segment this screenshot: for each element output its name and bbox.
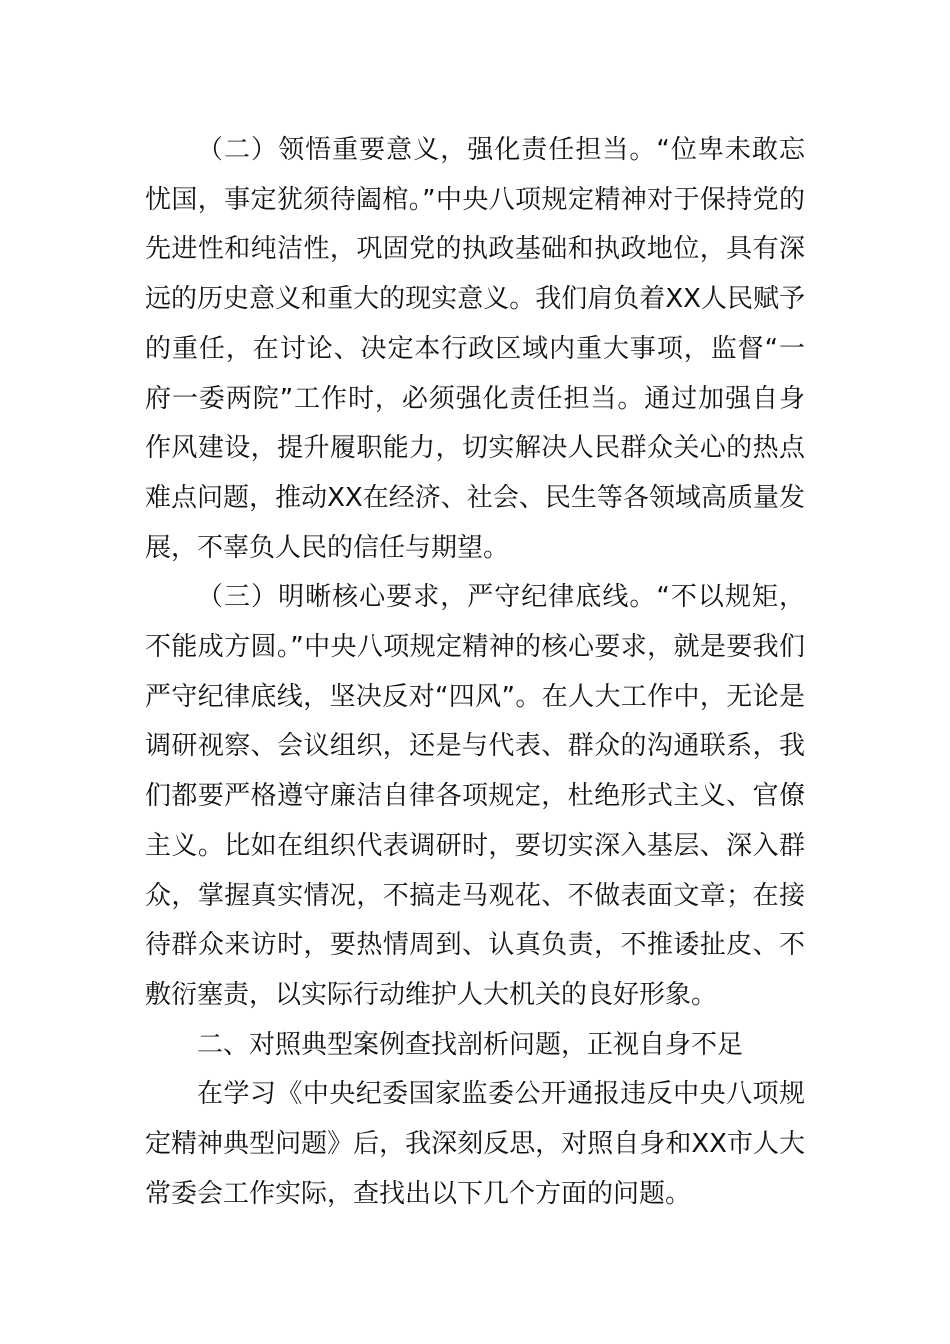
paragraph-understand-significance: （二）领悟重要意义，强化责任担当。“位卑未敢忘忧国，事定犹须待阖棺。”中央八项规定精神对于保持党的先进性和纯洁性，巩固党的执政基础和执政地位，具有深远的历史意义和重大的现实意义。我们肩负着XX人民赋予的重任，在讨论、决定本行政区域内重大事项，监督“一府一委两院”工作时，必须强化责任担当。通过加强自身作风建设，提升履职能力，切实解决人民群众关心的热点难点问题，推动XX在经济、社会、民生等各领域高质量发展，不辜负人民的信任与期望。 <box>145 135 805 563</box>
section-heading-typical-cases: 二、对照典型案例查找剖析问题，正视自身不足 <box>197 1029 744 1060</box>
paragraph-core-requirements: （三）明晰核心要求，严守纪律底线。“不以规矩，不能成方圆。”中央八项规定精神的核心要求，就是要我们严守纪律底线，坚决反对“四风”。在人大工作中，无论是调研视察、会议组织，还是与代表、群众的沟通联系，我们都要严格遵守廉洁自律各项规定，杜绝形式主义、官僚主义。比如在组织代表调研时，要切实深入基层、深入群众，掌握真实情况，不搞走马观花、不做表面文章；在接待群众来访时，要热情周到、认真负责，不推诿扯皮、不敷衍塞责，以实际行动维护人大机关的良好形象。 <box>145 582 805 1010</box>
document-body <box>145 126 805 1219</box>
paragraph-self-reflection: 在学习《中央纪委国家监委公开通报违反中央八项规定精神典型问题》后，我深刻反思，对照自身和XX市人大常委会工作实际，查找出以下几个方面的问题。 <box>145 1079 805 1209</box>
